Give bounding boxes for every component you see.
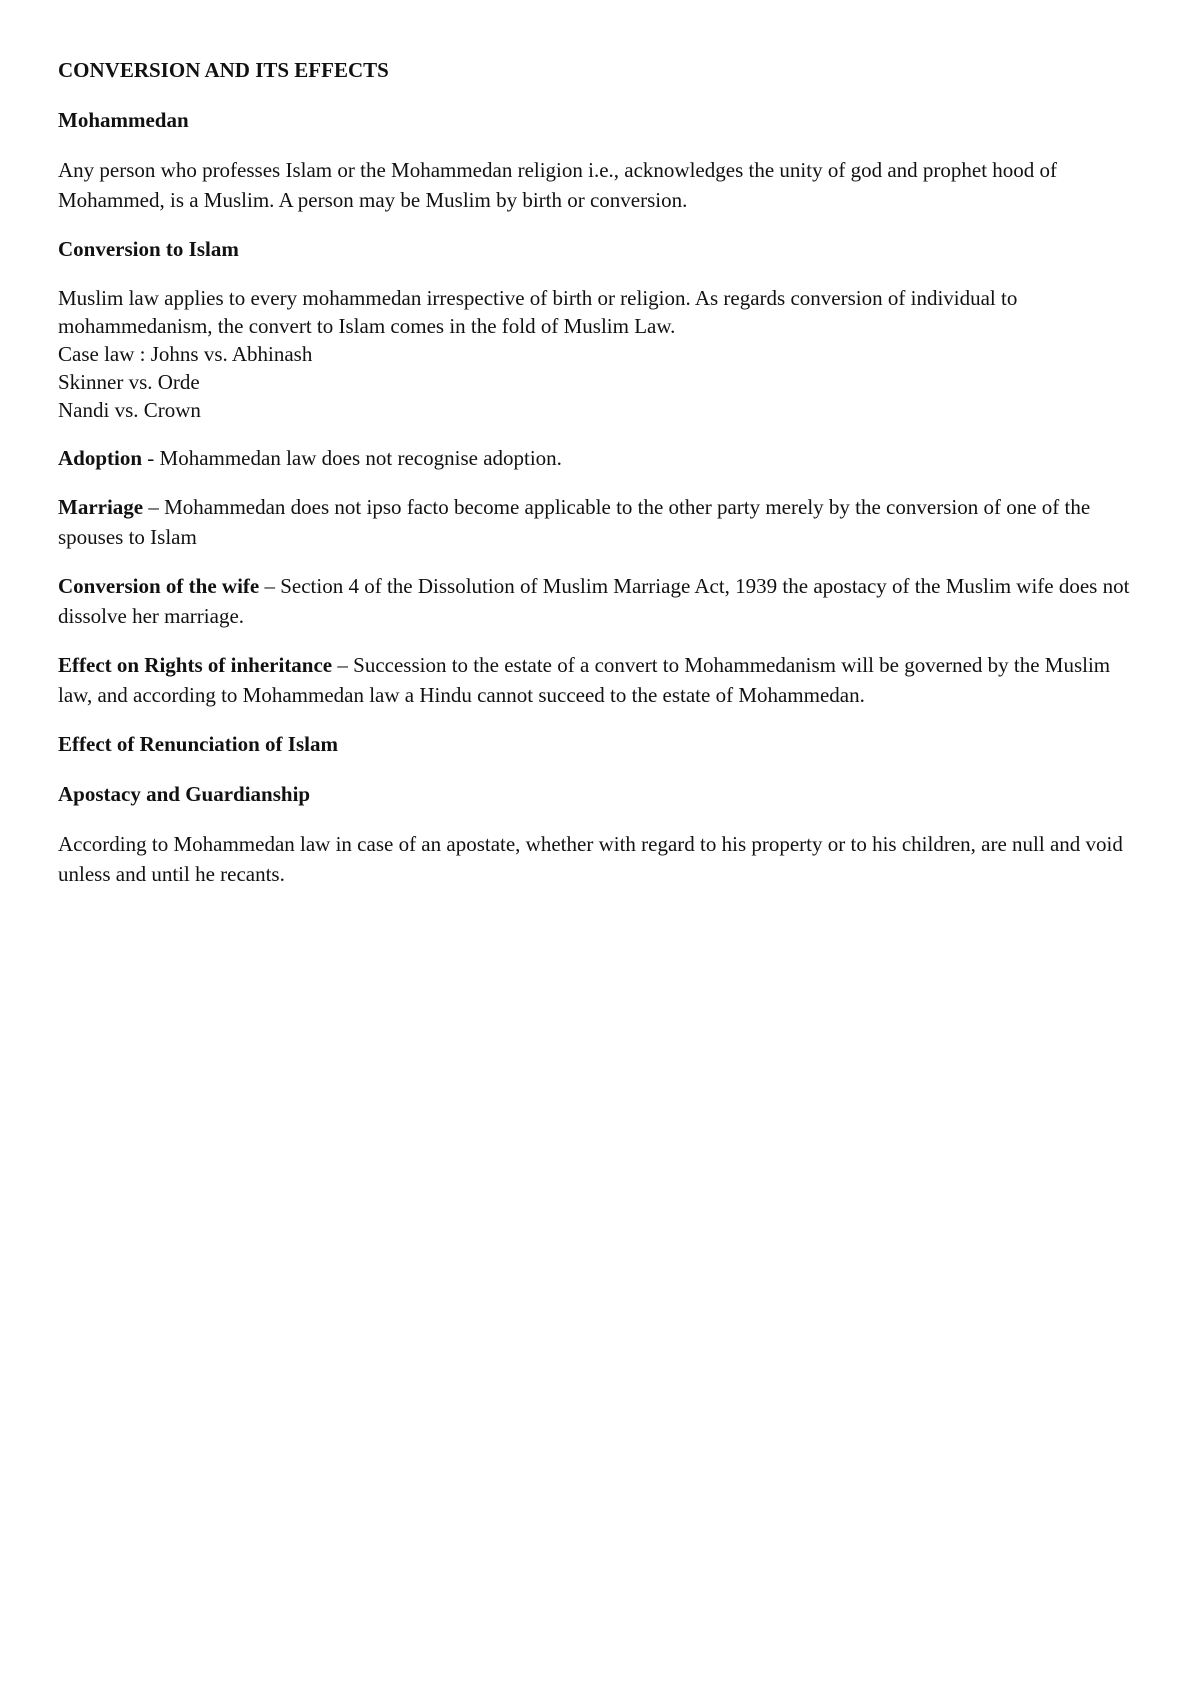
inheritance-text: – Succession to the estate of a convert to Mohammedanism will be governed by the Muslim law, and according to Mohammedan law a Hindu cannot succeed to the estate of Mohammedan. [58, 653, 1111, 707]
section-heading-mohammedan: Mohammedan [58, 108, 189, 132]
conversion-of-wife-text: – Section 4 of the Dissolution of Muslim Marriage Act, 1939 the apostacy of the Muslim wife does not dissolve her marriage. [58, 574, 1130, 628]
inheritance-label: Effect on Rights of inheritance [58, 653, 333, 677]
conversion-of-wife-label: Conversion of the wife [58, 574, 260, 598]
paragraph-conversion-of-wife [58, 571, 1148, 631]
marriage-label: Marriage [58, 495, 144, 519]
document-title: CONVERSION AND ITS EFFECTS [58, 58, 389, 82]
adoption-text: - Mohammedan law does not recognise adoption. [142, 446, 562, 470]
paragraph-mohammedan: Any person who professes Islam or the Mohammedan religion i.e., acknowledges the unity of god and prophet hood of Mohammed, is a Muslim. A person may be Muslim by birth or conversion. [58, 158, 1058, 212]
paragraph-inheritance [58, 650, 1148, 710]
section-heading-renunciation: Effect of Renunciation of Islam [58, 732, 338, 756]
marriage-text: – Mohammedan does not ipso facto become applicable to the other party merely by the conversion of one of the spouses to Islam [58, 495, 1091, 549]
section-heading-apostacy: Apostacy and Guardianship [58, 782, 311, 806]
paragraph-apostacy: According to Mohammedan law in case of an apostate, whether with regard to his property or to his children, are null and void unless and until he recants. [58, 832, 1123, 886]
document-page [58, 55, 1148, 908]
paragraph-marriage [58, 492, 1148, 552]
case-law-line: Skinner vs. Orde [58, 370, 200, 394]
paragraph-conversion-to-islam [58, 284, 1148, 424]
case-law-line: Nandi vs. Crown [58, 398, 201, 422]
conversion-to-islam-text: Muslim law applies to every mohammedan irrespective of birth or religion. As regards conversion of individual to mohammedanism, the convert to Islam comes in the fold of Muslim Law. [58, 286, 1018, 338]
adoption-label: Adoption [58, 446, 143, 470]
paragraph-adoption [58, 443, 1148, 473]
section-heading-conversion-to-islam: Conversion to Islam [58, 237, 239, 261]
case-law-line: Case law : Johns vs. Abhinash [58, 342, 313, 366]
